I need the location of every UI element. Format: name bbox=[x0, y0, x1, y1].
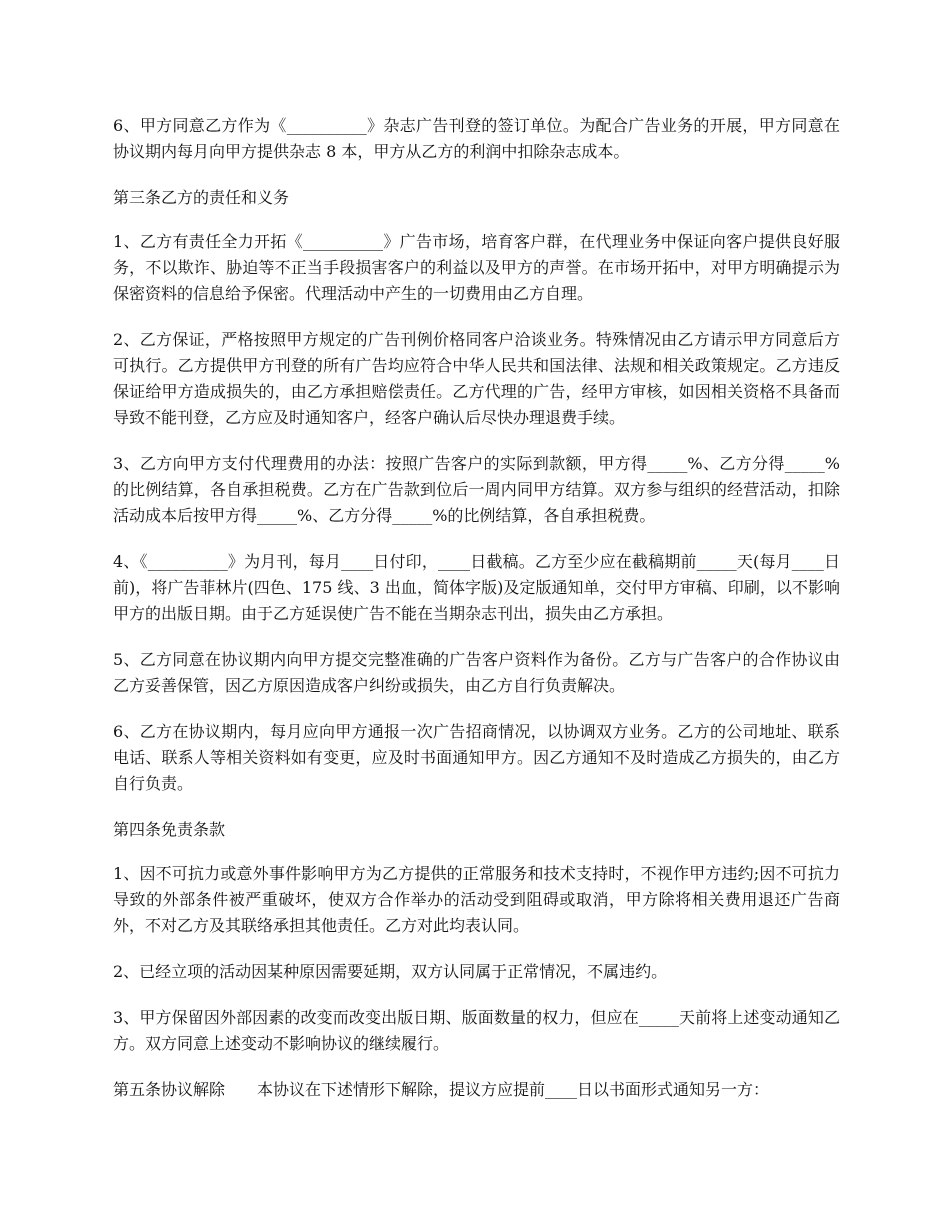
article-4-heading: 第四条免责条款 bbox=[113, 820, 226, 839]
article-4-item-1: 1、因不可抗力或意外事件影响甲方为乙方提供的正常服务和技术支持时，不视作甲方违约;因不可抗力导致的外部条件被严重破坏，使双方合作举办的活动受到阻碍或取消，甲方除将相关费用退还广告商外，不对乙方及其联络承担其他责任。乙方对此均表认同。 bbox=[113, 864, 840, 935]
article-3-item-2: 2、乙方保证，严格按照甲方规定的广告刊例价格同客户洽谈业务。特殊情况由乙方请示甲方同意后方可执行。乙方提供甲方刊登的所有广告均应符合中华人民共和国法律、法规和相关政策规定。乙方违反保证给甲方造成损失的，由乙方承担赔偿责任。乙方代理的广告，经甲方审核，如因相关资格不具备而导致不能刊登，乙方应及时通知客户，经客户确认后尽快办理退费手续。 bbox=[113, 330, 840, 427]
article-3-item-6: 6、乙方在协议期内，每月应向甲方通报一次广告招商情况，以协调双方业务。乙方的公司地址、联系电话、联系人等相关资料如有变更，应及时书面通知甲方。因乙方通知不及时造成乙方损失的，由乙方自行负责。 bbox=[113, 722, 840, 793]
article-3-item-1: 1、乙方有责任全力开拓《__________》广告市场，培育客户群，在代理业务中保证向客户提供良好服务，不以欺诈、胁迫等不正当手段损害客户的利益以及甲方的声誉。在市场开拓中，对甲方明确提示为保密资料的信息给予保密。代理活动中产生的一切费用由乙方自理。 bbox=[113, 232, 840, 303]
article-3-item-4: 4、《__________》为月刊，每月____日付印，____日截稿。乙方至少应在截稿期前_____天(每月____日前)，将广告菲林片(四色、175 线、3 出血，简体字版)及定版通知单，交付甲方审稿、印刷，以不影响甲方的出版日期。由于乙方延误使广告不能在当期杂志刊出，损失由乙方承担。 bbox=[113, 552, 840, 623]
article-3-heading: 第三条乙方的责任和义务 bbox=[113, 188, 290, 207]
article-5-heading: 第五条协议解除 本协议在下述情形下解除，提议方应提前____日以书面形式通知另一方： bbox=[113, 1080, 770, 1099]
article-4-item-3: 3、甲方保留因外部因素的改变而改变出版日期、版面数量的权力，但应在_____天前将上述变动通知乙方。双方同意上述变动不影响协议的继续履行。 bbox=[113, 1008, 840, 1053]
article-3-item-5: 5、乙方同意在协议期内向甲方提交完整准确的广告客户资料作为备份。乙方与广告客户的合作协议由乙方妥善保管，因乙方原因造成客户纠纷或损失，由乙方自行负责解决。 bbox=[113, 650, 840, 695]
article-4-item-2: 2、已经立项的活动因某种原因需要延期，双方认同属于正常情况，不属违约。 bbox=[113, 962, 668, 981]
article-3-item-3: 3、乙方向甲方支付代理费用的办法：按照广告客户的实际到款额，甲方得_____%、乙方分得_____%的比例结算，各自承担税费。乙方在广告款到位后一周内同甲方结算。双方参与组织的经营活动，扣除活动成本后按甲方得_____%、乙方分得_____%的比例结算，各自承担税费。 bbox=[113, 454, 840, 525]
clause-2-item-6: 6、甲方同意乙方作为《__________》杂志广告刊登的签订单位。为配合广告业务的开展，甲方同意在协议期内每月向甲方提供杂志 8 本，甲方从乙方的利润中扣除杂志成本。 bbox=[113, 116, 840, 161]
